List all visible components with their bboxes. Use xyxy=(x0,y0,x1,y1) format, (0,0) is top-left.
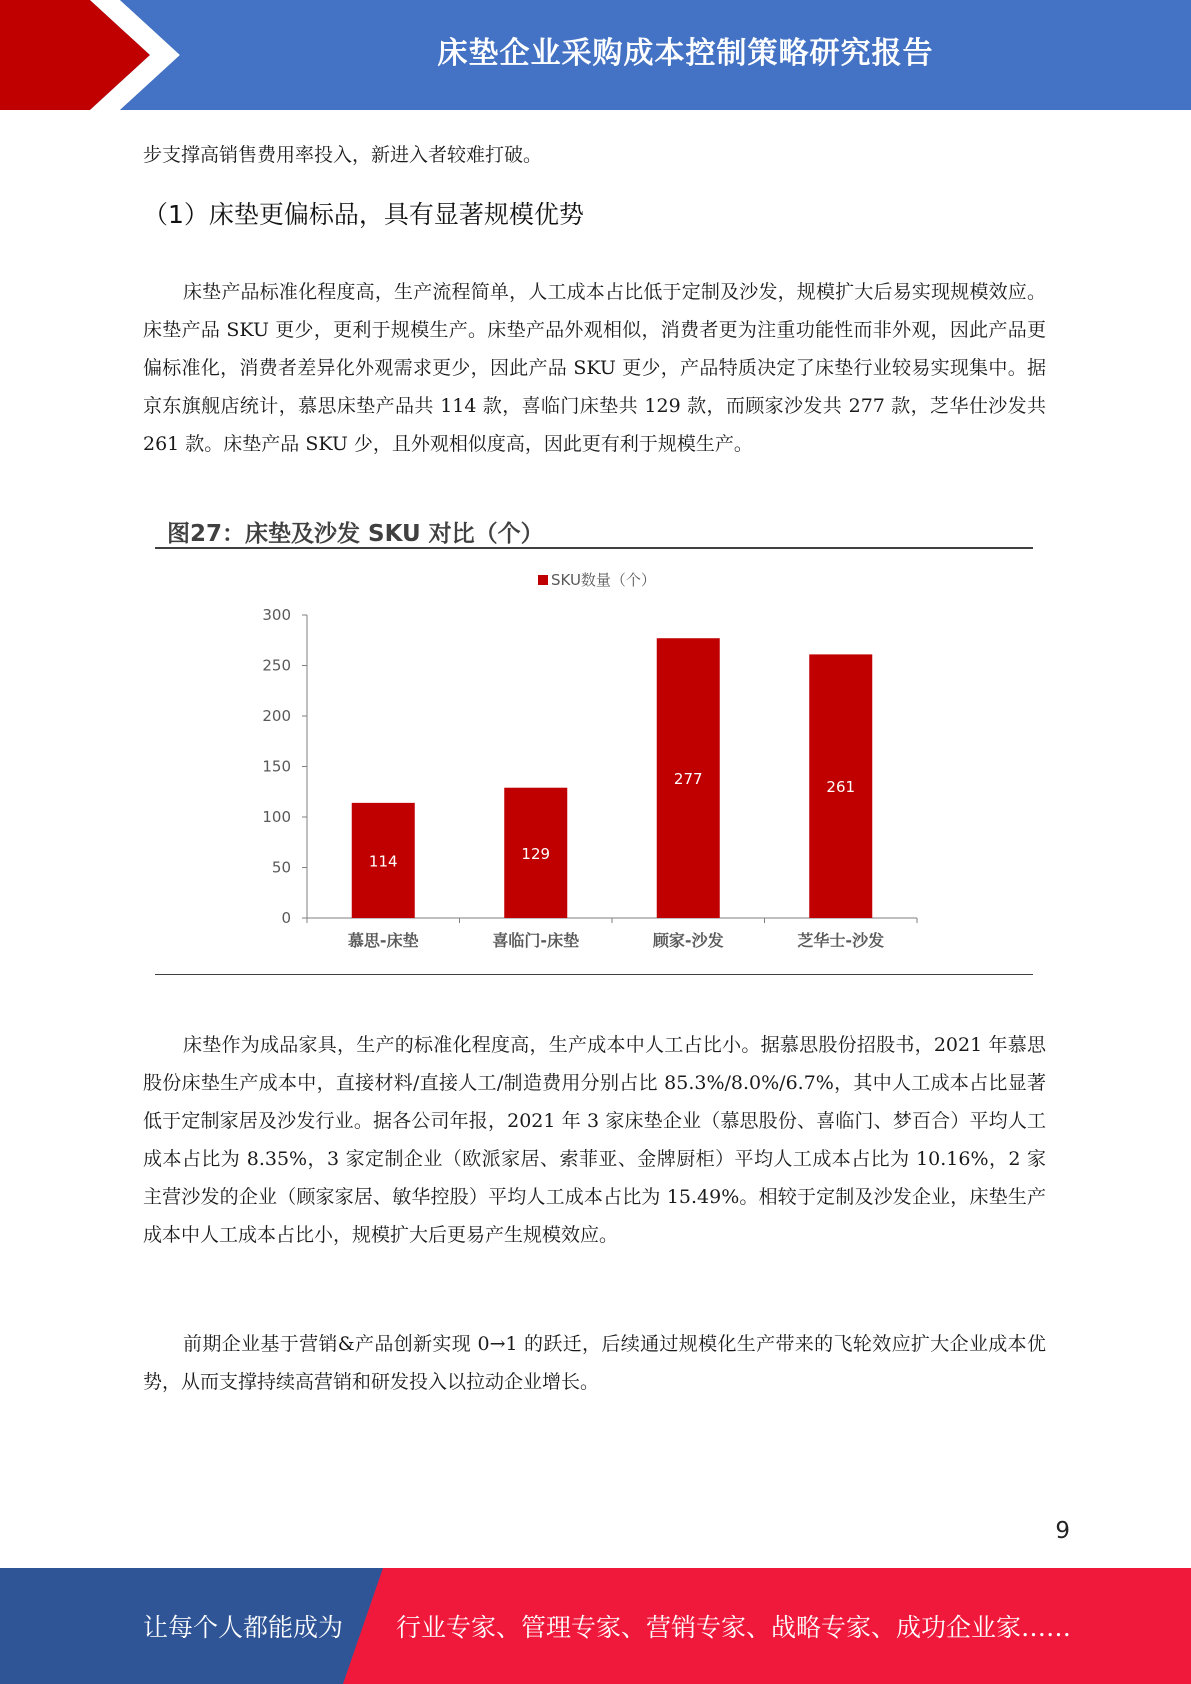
y-tick-label: 250 xyxy=(262,656,291,675)
y-tick-label: 150 xyxy=(262,757,291,776)
footer-slogan-right: 行业专家、管理专家、营销专家、战略专家、成功企业家…… xyxy=(396,1613,1072,1642)
paragraph-continuation: 步支撑高销售费用率投入，新进入者较难打破。 xyxy=(143,144,543,166)
bar-value-label: 129 xyxy=(521,844,551,863)
x-category-label: 喜临门-床垫 xyxy=(492,931,580,950)
y-tick-label: 200 xyxy=(262,707,291,725)
bar-value-label: 114 xyxy=(368,852,398,871)
y-tick-label: 300 xyxy=(262,606,291,624)
section-heading: （1）床垫更偏标品，具有显著规模优势 xyxy=(143,200,584,229)
figure-top-rule xyxy=(155,547,1033,549)
sku-bar-chart xyxy=(155,555,1033,970)
bar-value-label: 261 xyxy=(826,778,856,797)
y-tick-label: 100 xyxy=(262,808,291,826)
bar-value-label: 277 xyxy=(673,770,703,789)
x-category-label: 慕思-床垫 xyxy=(347,931,419,950)
page-number: 9 xyxy=(1055,1518,1070,1544)
figure-title: 图27：床垫及沙发 SKU 对比（个） xyxy=(167,521,544,547)
page-header xyxy=(0,0,1191,110)
paragraph-sku-comparison: 床垫产品标准化程度高，生产流程简单，人工成本占比低于定制及沙发，规模扩大后易实现规模效应。床垫产品 SKU 更少，更利于规模生产。床垫产品外观相似，消费者更为注重功能性而非外观，因此产品更偏标准化，消费者差异化外观需求更少，因此产品 SKU 更少，产品特质决定了床垫行业较易实现集中。据京东旗舰店统计，慕思床垫产品共 114 款，喜临门床垫共 129 款，而顾家沙发共 277 款，芝华仕沙发共 261 款。床垫产品 SKU 少，且外观相似度高，因此更有利于规模生产。 xyxy=(143,281,1046,455)
paragraph-flywheel: 前期企业基于营销&产品创新实现 0→1 的跃迁，后续通过规模化生产带来的飞轮效应扩大企业成本优势，从而支撑持续高营销和研发投入以拉动企业增长。 xyxy=(143,1333,1046,1393)
paragraph-labor-cost: 床垫作为成品家具，生产的标准化程度高，生产成本中人工占比小。据慕思股份招股书，2021 年慕思股份床垫生产成本中，直接材料/直接人工/制造费用分别占比 85.3%/8.0%/6.7%，其中人工成本占比显著低于定制家居及沙发行业。据各公司年报，2021 年 3 家床垫企业（慕思股份、喜临门、梦百合）平均人工成本占比为 8.35%，3 家定制企业（欧派家居、索菲亚、金牌厨柜）平均人工成本占比为 10.16%，2 家主营沙发的企业（顾家家居、敏华控股）平均人工成本占比为 15.49%。相较于定制及沙发企业，床垫生产成本中人工成本占比小，规模扩大后更易产生规模效应。 xyxy=(143,1034,1046,1246)
report-title: 床垫企业采购成本控制策略研究报告 xyxy=(437,36,934,71)
y-tick-label: 0 xyxy=(281,909,291,927)
legend-label: SKU数量（个） xyxy=(551,571,656,589)
x-category-label: 芝华士-沙发 xyxy=(797,931,885,950)
x-category-label: 顾家-沙发 xyxy=(652,931,724,950)
footer-slogan-left: 让每个人都能成为 xyxy=(143,1613,344,1642)
legend-swatch xyxy=(538,575,548,585)
page-footer xyxy=(0,1568,1191,1684)
chart-legend xyxy=(538,571,656,589)
y-tick-label: 50 xyxy=(271,858,291,877)
figure-bottom-rule xyxy=(155,974,1033,975)
